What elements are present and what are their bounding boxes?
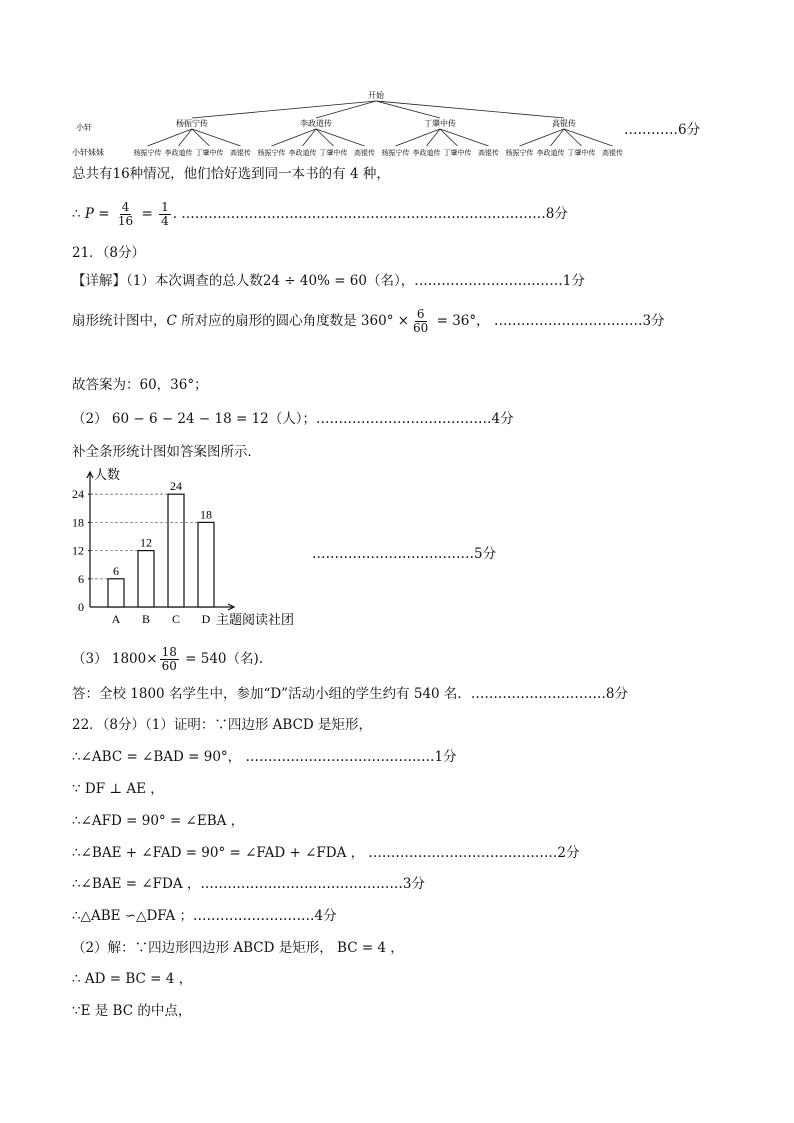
tree-node-level1: 李政道传	[300, 119, 332, 128]
y-tick-label: 12	[72, 543, 84, 558]
tree-node-level2: 丁肇中传	[567, 149, 596, 157]
tree-node-level2: 丁肇中传	[319, 149, 348, 157]
step-9: ∵E 是 BC 的中点，	[72, 1003, 192, 1019]
text: 扇形统计图中，	[72, 313, 167, 329]
tree-node-level2: 高锟传	[602, 149, 623, 157]
therefore-symbol: ∴	[72, 206, 85, 222]
complete-chart-note: 补全条形统计图如答案图所示．	[72, 444, 261, 460]
denominator: 60	[161, 659, 177, 673]
y-tick-label: 0	[78, 600, 84, 614]
line-tail: . ………………………………………………………………………8分	[172, 206, 568, 222]
text: （3） 1800×	[72, 651, 158, 667]
step-1: ∴∠ABC = ∠BAD = 90°， ……………………………………1分	[72, 749, 457, 765]
tree-node-level2: 李政道传	[536, 149, 565, 157]
tree-root: 开始	[368, 91, 384, 100]
tree-branch	[440, 129, 458, 146]
equals: =	[137, 206, 158, 222]
x-tick-label: B	[141, 612, 151, 626]
line-probability	[72, 201, 568, 228]
tree-node-level2: 高锟传	[478, 149, 499, 157]
tree-node-level1: 高锟传	[552, 119, 576, 128]
numerator: 6	[416, 307, 425, 321]
line-cases: 总共有16种情况，他们恰好选到同一本书的有 4 种，	[72, 166, 390, 182]
tree-left-label: 小轩	[76, 123, 92, 132]
tree-level2-label: 小轩妹妹	[72, 148, 104, 157]
tree-node-level2: 杨振宁传	[381, 149, 410, 157]
answer-line: 故答案为：60，36°；	[72, 377, 208, 393]
denominator: 4	[161, 214, 169, 228]
tree-branch	[192, 129, 241, 146]
question-22-heading: 22．（8分）（1）证明：∵四边形 ABCD 是矩形，	[72, 717, 373, 733]
detail-1: 【详解】（1）本次调查的总人数24 ÷ 40% = 60（名），……………………………1分	[72, 273, 585, 289]
step-2: ∵ DF ⊥ AE ，	[72, 781, 164, 797]
text: 所对应的扇形的圆心角度数是 360° ×	[176, 313, 410, 329]
bar-C	[168, 494, 184, 607]
detail-2	[72, 308, 665, 335]
tree-node-level2: 杨振宁传	[505, 149, 534, 157]
step-8: ∴ AD = BC = 4 ，	[72, 971, 193, 987]
y-axis-label: 人数	[94, 467, 121, 482]
tree-branch	[192, 129, 210, 146]
tree-node-level2: 丁肇中传	[443, 149, 472, 157]
x-axis-label: 主题阅读社团	[216, 612, 295, 627]
denominator: 16	[117, 214, 134, 228]
tree-node-level2: 李政道传	[412, 149, 441, 157]
final-answer: 答：全校 1800 名学生中，参加“D”活动小组的学生约有 540 名．…………………………8分	[72, 686, 629, 702]
fraction-6-60	[411, 308, 430, 335]
bar-A	[108, 579, 124, 607]
chart-score: ………………………………5分	[312, 546, 497, 562]
fraction-4-16	[116, 201, 135, 228]
text: = 540（名).	[180, 651, 264, 667]
tree-diagram	[60, 88, 720, 160]
x-tick-label: D	[201, 612, 211, 626]
bar-D	[198, 522, 214, 607]
numerator: 1	[161, 200, 169, 214]
tree-node-level2: 丁肇中传	[195, 149, 224, 157]
text: = 36°， ……………………………3分	[432, 313, 665, 329]
part-3	[72, 646, 263, 673]
bar-B	[138, 551, 154, 607]
step-7: （2）解：∵四边形四边形 ABCD 是矩形， BC = 4 ，	[72, 940, 404, 956]
bar-value-label: 24	[170, 479, 182, 494]
fraction-18-60	[160, 646, 179, 673]
x-tick-label: C	[171, 612, 181, 626]
tree-branch	[316, 129, 365, 146]
var-p: P	[84, 206, 94, 222]
numerator: 4	[121, 200, 130, 214]
tree-node-level1: 丁肇中传	[424, 119, 456, 128]
tree-branch	[564, 129, 582, 146]
tree-node-level1: 杨振宁传	[176, 119, 208, 128]
step-6: ∴△ABE ∽△DFA ；………………………4分	[72, 908, 337, 924]
x-tick-label: A	[111, 612, 121, 626]
tree-node-level2: 李政道传	[288, 149, 317, 157]
tree-node-level2: 高锟传	[230, 149, 251, 157]
var-c: C	[166, 313, 177, 329]
tree-branch	[564, 129, 613, 146]
y-tick-label: 6	[78, 571, 84, 586]
fraction-1-4	[159, 201, 171, 228]
step-3: ∴∠AFD = 90° = ∠EBA ，	[72, 813, 245, 829]
y-tick-label: 24	[72, 487, 84, 502]
question-21-heading: 21．（8分）	[72, 245, 146, 261]
part-2: （2） 60 − 6 − 24 − 18 = 12（人）；…………………………………4分	[72, 411, 514, 427]
tree-node-level2: 高锟传	[354, 149, 375, 157]
bar-chart	[62, 462, 312, 632]
tree-branch	[316, 129, 334, 146]
tree-branch	[376, 101, 564, 118]
tree-branch	[440, 129, 489, 146]
step-5: ∴∠BAE = ∠FDA ，………………………………………3分	[72, 876, 425, 892]
tree-node-level2: 李政道传	[164, 149, 193, 157]
numerator: 18	[161, 645, 177, 659]
y-tick-label: 18	[72, 515, 84, 530]
tree-score: …………6分	[624, 122, 701, 138]
bar-value-label: 6	[113, 563, 119, 578]
tree-branch	[192, 101, 376, 118]
tree-node-level2: 杨振宁传	[133, 149, 162, 157]
bar-value-label: 18	[200, 507, 212, 522]
bar-value-label: 12	[140, 535, 152, 550]
step-4: ∴∠BAE + ∠FAD = 90° = ∠FAD + ∠FDA ， ……………………………………2分	[72, 845, 580, 861]
tree-node-level2: 杨振宁传	[257, 149, 286, 157]
equals: =	[93, 206, 114, 222]
denominator: 60	[413, 321, 429, 335]
